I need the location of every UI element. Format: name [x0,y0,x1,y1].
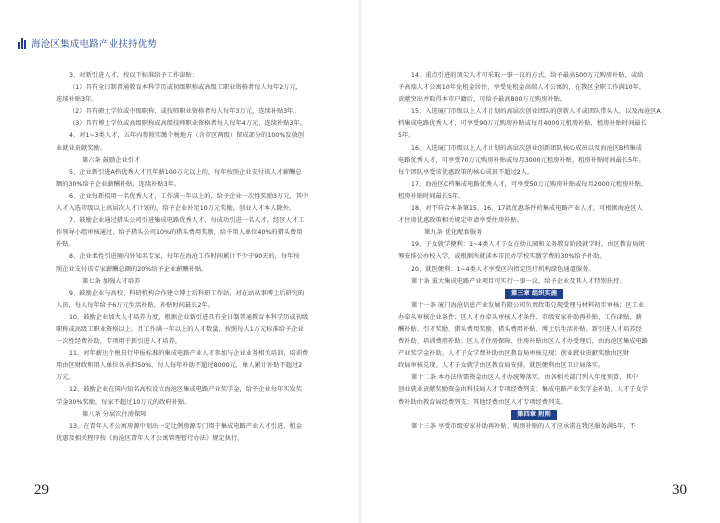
text-line: 4、对1~3类人才，五年内参照实缴个税地方（含市区两级）留成部分的100%发放创 [69,132,305,140]
text-line: 第十二条 本办法所需资金由区人才办统筹落实，由各相关部门列入年度预算，其中 [411,374,638,382]
page-header [18,36,157,50]
text-line: 额的30%给予企业薪酬补贴，连续补贴3年。 [56,180,181,188]
text-line: 20、就医便利：1~4类人才享受区内指定医疗机构绿色通道服务。 [411,265,595,273]
text-line: 筹安排公办校入学，或根据所就读本市民办学校实缴学费的30%给予补助。 [398,253,606,261]
text-line: 15、入选厦门市级以上人才计划的高层次创业团队的创新人才或团队带头人，以及海沧区A [411,108,661,116]
text-line: 第十一条 厦门海沧信息产业发展有限公司负责政策兑现受理与材料初步审核；区工业 [411,301,645,309]
text-line: 人才入选市级以上高层次人才计划的，给予企业补足10万元奖励，创业人才本人除外。 [56,205,296,213]
text-line: 职称或高级工职业资格以上，且工作满一年以上的人才数量，按照每人1万元标准给予企业 [56,325,304,333]
text-line: 第七条 加强人才培养 [82,277,141,285]
text-line: 政局审核兑现。人才子女就学由区教育局安排，就医便利由区卫计局落实。 [398,362,605,370]
left-page-body [56,70,332,445]
text-line: 19、子女就学便利：1~4类人才子女在幼儿园和义务教育阶段就学时，由区教育局统 [411,241,645,249]
text-line: 才住房优惠政策相关规定申请享受住房补贴。 [398,217,523,225]
text-line: 12、鼓励企业在国内知名高校设立海沧区集成电路产业奖学金，给予企业每年实发奖 [69,386,302,394]
section-heading-label: 第三章 组织实施 [505,289,563,299]
text-line: 5、企业新引进A档优秀人才且年薪100万元以上的，每年按照企业支付该人才薪酬总 [69,168,302,176]
text-line: 业就业贡献奖励。 [56,144,106,152]
header-title: 海沧区集成电路产业扶持优势 [31,39,158,50]
text-line: 8、企业柔性引进境内外知名专家，每年在海沧工作时间累计不少于90天的，每年按 [69,253,300,261]
text-line: 一次性经费补助，专项用于新引进人才培养。 [56,338,181,346]
text-line: 费补助由教育局经费列支；其他经费由区人才专项经费列支。 [398,398,567,406]
text-line: 人员，每人每年给予6万元生活补贴，补贴时间最长2年。 [56,301,214,309]
text-line: 作领导小组审核通过，给予猎头公司10%的猎头费用奖励，给予用人单位40%的猎头费用 [56,229,303,237]
text-line: （1）具有全日制普通教育本科学历或初级职称或高级工职业资格者每人每年2万元， [69,84,302,92]
text-line: 用由区财政和用人单位各承担50%，每人每年补助不超过8000元，单人累计补助不超过2 [56,362,303,370]
text-line: 创业就业贡献奖励资金由科技局人才专项经费列支；集成电路产业奖学金补助、人才子女学 [398,386,648,394]
page-number-right: 30 [672,482,687,498]
text-line: （3）具有博士学位或高级职称或高级技师职业资格者每人每年4万元，连续补贴3年。 [69,120,306,128]
text-line: 优惠及相关程序按《海沧区青年人才公寓管理暂行办法》规定执行。 [56,434,244,442]
text-line: 13、在青年人才公寓房源中划出一定比例房源专门用于集成电路产业人才引进，租金 [69,422,302,430]
text-line: 酬补贴、引才奖励、猎头费用奖励、猎头费用补贴、博士后生活补贴、新引进人才培养经 [398,325,642,333]
text-line: 第八条 分层次住房保障 [82,410,147,418]
section-heading [398,409,670,421]
text-line: （2）具有硕士学位或中级职称、或技师职业资格者每人每年3万元，连续补贴3年。 [69,108,300,116]
text-line: 18、对不符合本条第15、16、17款优惠条件的集成电路产业人才，可根据海沧区人 [411,205,643,213]
text-line: 9、鼓励企业与高校、科研机构合作建立博士后科研工作站，对在站从事博士后研究的 [69,289,305,297]
text-line: 连续补贴3年。 [56,96,98,104]
text-line: 第十条 重大集成电路产业项目可实行一事一议，给予企业及其人才特别扶持。 [411,277,626,285]
text-line: 5年。 [398,132,415,140]
text-line: 10、鼓励企业加大人才培养力度，根据企业新引进具有全日制普通教育本科学历或初级 [69,313,309,321]
text-line: 7、鼓励企业通过猎头公司引进集成电路优秀人才，每成功引进一名人才，经区人才工 [69,217,305,225]
text-line: 11、对年薪达个税自行申报标准的集成电路产业人才参加与企业业务相关培训，培训费 [69,350,309,358]
text-line: 予高端人才公寓10年免租金居住，享受免租金高端人才公寓的，在我区全职工作满10年， [398,84,646,92]
page-number-left: 29 [34,482,49,498]
text-line: 14、重点引进的顶尖人才可采取一事一议的方式，给予最高500万元购房补贴，或给 [411,72,644,79]
text-line: 产业奖学金补助。人才子女学费补助由区教育局审核兑现；创业就业贡献奖励由区财 [398,350,630,358]
text-line: 办牵头审核企业条件；区人才办牵头审核人才条件、市级安家补助再补贴、工作津贴、薪 [398,313,642,321]
text-line: 补贴。 [56,241,75,249]
text-line: 档集成电路优秀人才，可享受90万元购房补贴或每月4000元租房补贴，租房补贴时间最长 [398,120,647,128]
text-line: 电路优秀人才，可享受70万元购房补贴或每月3000元租房补贴，租房补贴时间最长5年。 [398,156,645,164]
bar-logo-icon [18,38,26,49]
text-line: 每个团队享受该优惠政策的核心成员不超过2人。 [398,168,534,176]
text-line: 第十三条 享受市级安家补助再补贴、购房补贴的人才应承诺在我区服务满5年，不 [411,422,636,430]
text-line: 16、入选厦门市级以上人才计划的高层次创业创新团队核心成员以及海沧区B档集成 [411,144,642,152]
text-line: 万元。 [56,374,75,382]
section-heading-label: 第四章 附则 [511,410,556,420]
text-line: 第九条 优化配套服务 [424,229,483,237]
text-line: 6、企业每新招用一名优秀人才，工作满一年以上的，给予企业一次性奖励3万元，其中 [69,192,309,200]
text-line: 学金30%奖励，每家不超过10万元的政府补贴。 [56,398,191,406]
text-line: 第六条 鼓励企业引才 [82,156,141,164]
text-line: 租房补贴时间最长5年。 [398,192,465,200]
text-line: 17、海沧区C档集成电路优秀人才，可享受50万元购房补贴或每月2000元租房补贴， [411,180,648,188]
text-line: 3、对新引进人才，按以下标准给予工作津贴： [69,72,198,79]
right-page-body [398,70,670,433]
text-line: 照企业支付该专家薪酬总额的20%给予企业薪酬补贴。 [56,265,208,273]
page-gutter [358,0,362,523]
section-heading [398,288,670,300]
text-line: 贡献突出并取得本市户籍后，可给予最高800万元购房补贴。 [398,96,567,104]
text-line: 费补助、培训费用补助；区人才住房保障、住房补贴由区人才办受理后，由海沧区集成电路 [398,338,648,346]
